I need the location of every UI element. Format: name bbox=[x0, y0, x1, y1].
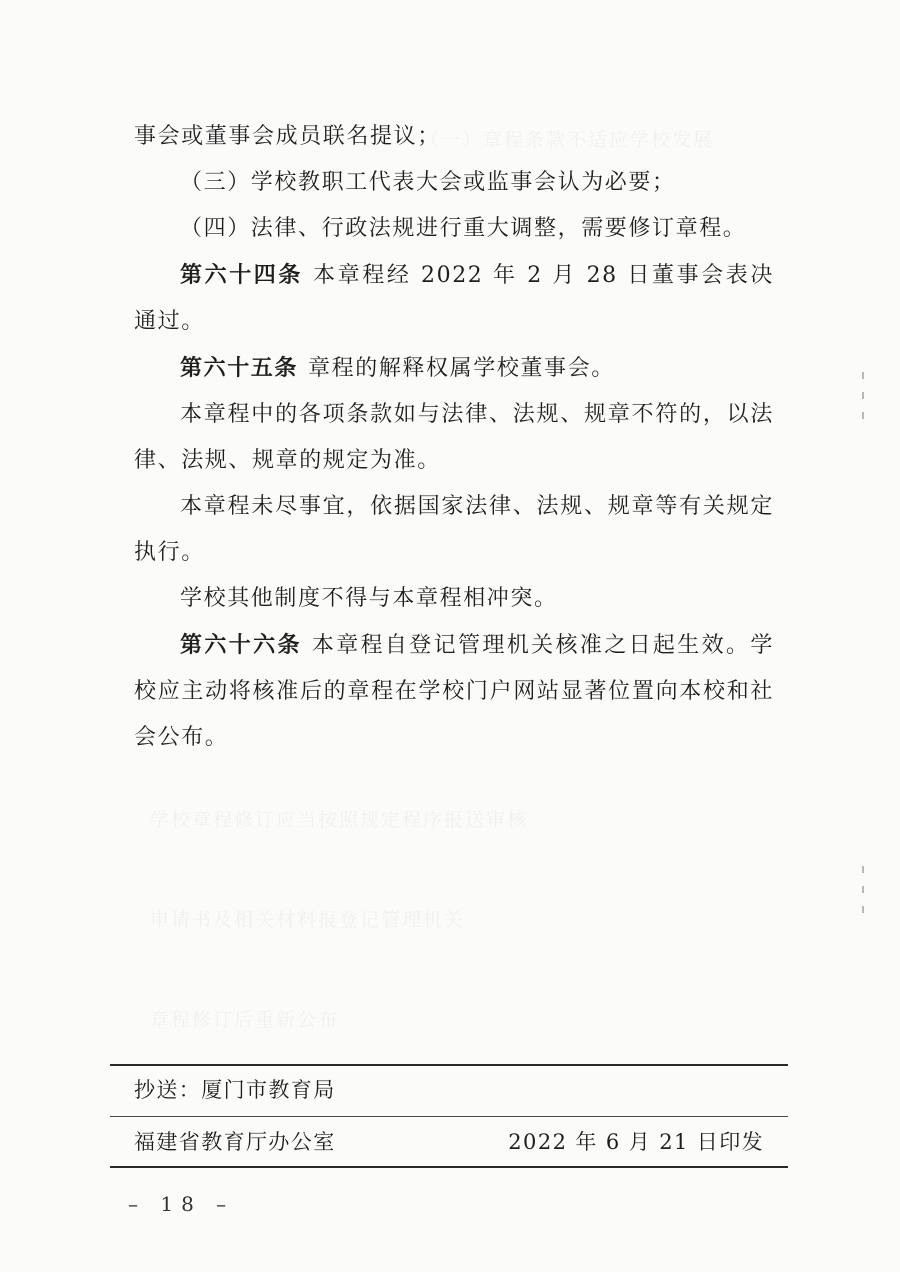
document-body bbox=[134, 114, 774, 761]
scan-mark bbox=[862, 886, 864, 893]
article-number: 第六十五条 bbox=[180, 355, 299, 381]
paragraph-continuation: 事会或董事会成员联名提议； bbox=[134, 124, 441, 149]
article-64 bbox=[134, 252, 774, 345]
scan-mark bbox=[862, 906, 864, 913]
scan-mark bbox=[862, 372, 864, 379]
show-through-text bbox=[150, 1000, 339, 1040]
clause-four: （四）法律、行政法规进行重大调整，需要修订章程。 bbox=[180, 216, 747, 241]
scan-mark bbox=[862, 412, 864, 419]
article-text: 本章程自登记管理机关核准之日起生效。学校应主动将核准后的章程在学校门户网站显著位置向本校和社会公布。 bbox=[134, 633, 774, 750]
footer-rule-top bbox=[110, 1064, 788, 1066]
show-through-text bbox=[150, 900, 465, 940]
article-66 bbox=[134, 622, 774, 761]
scan-mark bbox=[862, 866, 864, 873]
article-65 bbox=[134, 345, 774, 392]
cc-recipients: 抄送：厦门市教育局 bbox=[134, 1078, 336, 1102]
paragraph-conflict-rule: 本章程中的各项条款如与法律、法规、规章不符的，以法律、法规、规章的规定为准。 bbox=[134, 402, 774, 473]
paragraph-other-rules: 学校其他制度不得与本章程相冲突。 bbox=[180, 586, 558, 611]
footer-rule-bottom bbox=[110, 1166, 788, 1168]
article-number: 第六十四条 bbox=[180, 262, 304, 288]
article-text: 章程的解释权属学校董事会。 bbox=[308, 356, 615, 381]
article-text: 本章程经 2022 年 2 月 28 日董事会表决通过。 bbox=[134, 263, 774, 334]
article-number: 第六十六条 bbox=[180, 632, 302, 658]
issue-date: 2022 年 6 月 21 日印发 bbox=[508, 1130, 764, 1154]
issuing-office: 福建省教育厅办公室 bbox=[134, 1130, 336, 1154]
footer-rule-middle bbox=[110, 1116, 788, 1117]
show-through-text bbox=[150, 800, 528, 840]
scan-mark bbox=[862, 392, 864, 399]
clause-three: （三）学校教职工代表大会或监事会认为必要； bbox=[180, 170, 676, 195]
paragraph-unaddressed-matters: 本章程未尽事宜，依据国家法律、法规、规章等有关规定执行。 bbox=[134, 494, 774, 565]
page-number: – 18 – bbox=[128, 1192, 235, 1216]
issuer-row bbox=[134, 1126, 764, 1156]
